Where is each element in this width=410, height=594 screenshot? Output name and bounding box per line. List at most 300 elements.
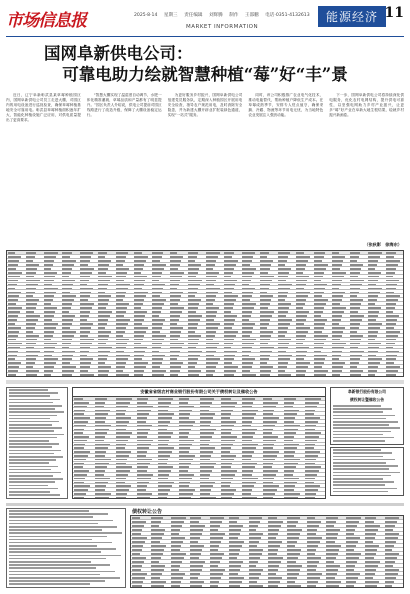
table-cell <box>386 272 395 274</box>
table-cell <box>242 398 255 400</box>
table-cell <box>98 307 106 309</box>
table-cell <box>305 489 318 491</box>
table-cell <box>350 343 360 345</box>
table-cell <box>221 417 230 419</box>
table-cell <box>98 323 107 325</box>
table-cell <box>221 463 232 465</box>
table-cell <box>152 315 159 317</box>
table-cell <box>152 292 162 294</box>
table-cell <box>242 323 255 325</box>
table-cell <box>98 355 108 357</box>
table-cell <box>221 474 235 476</box>
text-line <box>333 481 394 483</box>
table-cell <box>152 272 162 274</box>
masthead <box>6 4 404 38</box>
table-cell <box>260 260 273 262</box>
table-cell <box>263 482 273 484</box>
table-cell <box>368 315 378 317</box>
table-cell <box>116 455 129 457</box>
table-cell <box>368 331 378 333</box>
table-cell <box>26 264 39 266</box>
table-cell <box>346 573 360 575</box>
article-column-4: 同时，该公司积极推广农业电气化技术，推动电能替代，帮助种植户降低生产成本。在草莓成熟季节，安排专人驻点值守，确保采摘、冷藏、物流等环节用电无忧，为当地特色农业发展注入强劲动能。 <box>248 93 324 117</box>
table-cell <box>116 489 129 491</box>
table-cell <box>26 256 35 258</box>
table-cell <box>210 581 220 583</box>
table-cell <box>132 557 146 559</box>
table-cell <box>74 444 85 446</box>
table-cell <box>278 295 287 297</box>
table-cell <box>134 272 141 274</box>
table-cell <box>44 260 54 262</box>
table-cell <box>284 440 293 442</box>
table-cell <box>158 429 167 431</box>
table-cell <box>200 470 212 472</box>
table-cell <box>80 295 90 297</box>
table-cell <box>224 307 233 309</box>
table-cell <box>95 474 104 476</box>
table-cell <box>287 557 297 559</box>
table-cell <box>44 292 56 294</box>
table-cell <box>80 307 92 309</box>
table-cell <box>284 447 297 449</box>
table-cell <box>62 343 71 345</box>
table-cell <box>116 413 125 415</box>
table-cell <box>268 565 279 567</box>
table-cell <box>134 252 142 254</box>
text-line <box>9 478 63 480</box>
table-cell <box>152 284 165 286</box>
table-cell <box>242 276 252 278</box>
table-cell <box>190 557 199 559</box>
text-line <box>9 567 96 569</box>
table-cell <box>242 436 253 438</box>
notice-right-text-2 <box>331 448 403 495</box>
table-cell <box>305 497 315 499</box>
table-cell <box>350 335 363 337</box>
table-cell <box>385 573 398 575</box>
headline-line2: 可靠电助力绘就智慧种植“莓”好“丰”景 <box>62 65 348 84</box>
table-cell <box>44 362 56 364</box>
article-column-2: “智慧大棚实现了温湿度自动调节，水肥一体化精准灌溉，草莓品质和产量都有了明显提升。”园区负责人介绍说，供电公司提前对园区线路进行了改造升级，保障了大棚设备稳定运行。 <box>86 93 162 117</box>
text-line <box>9 456 63 458</box>
table-cell <box>296 351 307 353</box>
text-line <box>9 542 112 544</box>
table-cell <box>62 355 73 357</box>
table-cell <box>95 489 105 491</box>
table-cell <box>137 429 150 431</box>
table-cell <box>158 459 168 461</box>
table-cell <box>44 331 54 333</box>
table-cell <box>210 521 222 523</box>
table-cell <box>116 447 125 449</box>
table-cell <box>151 553 162 555</box>
table-cell <box>278 339 291 341</box>
table-cell <box>242 327 253 329</box>
table-cell <box>200 455 211 457</box>
table-cell <box>332 362 345 364</box>
table-cell <box>116 493 127 495</box>
table-cell <box>80 272 92 274</box>
text-line <box>9 459 56 461</box>
table-cell <box>284 436 294 438</box>
table-cell <box>386 256 394 258</box>
table-cell <box>224 331 238 333</box>
text-line <box>333 408 392 410</box>
table-cell <box>249 525 259 527</box>
table-cell <box>188 307 198 309</box>
text-line <box>9 434 64 436</box>
table-cell <box>188 311 196 313</box>
table-cell <box>307 537 322 539</box>
table-cell <box>260 280 272 282</box>
table-cell <box>260 303 270 305</box>
table-cell <box>386 323 396 325</box>
table-cell <box>365 585 377 587</box>
table-cell <box>278 335 285 337</box>
table-cell <box>260 299 271 301</box>
table-cell <box>62 268 72 270</box>
table-cell <box>151 561 159 563</box>
table-cell <box>26 272 36 274</box>
table-cell <box>80 343 92 345</box>
table-cell <box>8 295 19 297</box>
table-cell <box>305 493 316 495</box>
table-cell <box>152 280 159 282</box>
table-cell <box>137 466 148 468</box>
table-cell <box>188 272 198 274</box>
text-line <box>9 532 122 534</box>
table-cell <box>95 410 110 412</box>
table-cell <box>368 339 375 341</box>
table-cell <box>170 260 181 262</box>
headline-line1: 国网阜新供电公司： <box>44 44 193 63</box>
table-cell <box>242 315 251 317</box>
table-cell <box>314 256 324 258</box>
table-cell <box>190 585 202 587</box>
table-cell <box>385 533 400 535</box>
table-cell <box>210 529 219 531</box>
table-cell <box>95 402 105 404</box>
design-label: 制作 <box>229 13 239 18</box>
table-cell <box>242 440 252 442</box>
table-cell <box>242 493 251 495</box>
table-cell <box>332 252 339 254</box>
table-cell <box>221 497 232 499</box>
text-line <box>9 443 59 445</box>
table-cell <box>326 569 338 571</box>
table-cell <box>249 585 264 587</box>
table-cell <box>200 436 212 438</box>
table-cell <box>242 358 255 360</box>
table-cell <box>170 343 184 345</box>
table-cell <box>132 549 142 551</box>
table-cell <box>188 303 199 305</box>
table-cell <box>200 444 209 446</box>
table-cell <box>151 557 161 559</box>
table-cell <box>74 459 86 461</box>
table-cell <box>44 339 51 341</box>
table-cell <box>80 339 94 341</box>
table-cell <box>260 323 269 325</box>
section-divider <box>6 380 404 384</box>
text-line <box>333 434 383 436</box>
table-cell <box>242 303 256 305</box>
table-cell <box>224 276 231 278</box>
table-cell <box>26 343 36 345</box>
table-cell <box>116 425 127 427</box>
table-cell <box>326 577 335 579</box>
table-cell <box>385 529 394 531</box>
table-cell <box>242 447 256 449</box>
text-line <box>9 392 58 394</box>
table-cell <box>137 421 146 423</box>
table-cell <box>116 478 126 480</box>
table-cell <box>44 366 54 368</box>
table-cell <box>268 581 280 583</box>
table-cell <box>44 256 56 258</box>
table-cell <box>151 529 165 531</box>
table-cell <box>263 447 273 449</box>
table-cell <box>224 315 237 317</box>
table-cell <box>284 474 293 476</box>
table-cell <box>305 455 318 457</box>
table-cell <box>314 276 323 278</box>
table-cell <box>98 295 111 297</box>
table-cell <box>305 413 314 415</box>
table-cell <box>62 339 72 341</box>
table-row <box>73 496 325 499</box>
table-cell <box>268 533 278 535</box>
table-cell <box>242 429 257 431</box>
table-cell <box>221 451 230 453</box>
table-cell <box>95 440 104 442</box>
notice-middle <box>72 387 326 499</box>
table-cell <box>134 303 143 305</box>
table-cell <box>260 351 272 353</box>
table-cell <box>260 319 270 321</box>
table-cell <box>296 292 310 294</box>
table-cell <box>116 497 126 499</box>
table-cell <box>326 561 334 563</box>
table-cell <box>385 537 398 539</box>
table-cell <box>307 549 317 551</box>
table-cell <box>62 295 76 297</box>
table-cell <box>278 343 289 345</box>
table-cell <box>116 417 131 419</box>
table-cell <box>132 581 143 583</box>
table-cell <box>188 331 195 333</box>
table-cell <box>8 315 18 317</box>
table-cell <box>296 276 309 278</box>
table-cell <box>386 252 396 254</box>
table-cell <box>224 319 235 321</box>
table-cell <box>171 553 186 555</box>
table-cell <box>305 421 318 423</box>
table-cell <box>98 319 108 321</box>
table-cell <box>170 351 180 353</box>
table-cell <box>26 307 36 309</box>
table-cell <box>132 577 145 579</box>
table-cell <box>368 335 377 337</box>
table-cell <box>314 268 326 270</box>
table-cell <box>242 478 258 480</box>
table-cell <box>332 311 344 313</box>
table-cell <box>26 260 33 262</box>
table-cell <box>152 288 163 290</box>
table-cell <box>206 264 215 266</box>
table-cell <box>62 315 75 317</box>
table-cell <box>158 482 174 484</box>
table-cell <box>368 343 381 345</box>
table-cell <box>200 410 209 412</box>
table-cell <box>332 343 346 345</box>
table-cell <box>365 521 374 523</box>
table-cell <box>188 343 198 345</box>
text-line <box>9 564 110 566</box>
table-cell <box>278 303 291 305</box>
table-cell <box>242 256 253 258</box>
text-line <box>9 545 97 547</box>
table-cell <box>116 485 131 487</box>
table-cell <box>8 252 15 254</box>
table-cell <box>385 553 399 555</box>
table-cell <box>152 366 160 368</box>
table-cell <box>268 541 282 543</box>
table-cell <box>314 264 328 266</box>
table-cell <box>278 347 288 349</box>
table-cell <box>116 374 129 376</box>
table-cell <box>116 268 129 270</box>
table-cell <box>263 493 275 495</box>
table-cell <box>44 370 53 372</box>
table-cell <box>158 417 172 419</box>
table-cell <box>116 466 132 468</box>
page-number: 11 <box>384 5 404 21</box>
table-cell <box>242 432 255 434</box>
table-cell <box>80 292 91 294</box>
table-cell <box>200 459 210 461</box>
table-cell <box>346 553 361 555</box>
table-cell <box>179 482 190 484</box>
table-cell <box>80 256 91 258</box>
table-cell <box>116 260 125 262</box>
table-cell <box>151 565 165 567</box>
table-cell <box>206 292 218 294</box>
table-cell <box>116 398 132 400</box>
table-cell <box>268 569 278 571</box>
text-line <box>333 468 389 470</box>
table-cell <box>26 280 40 282</box>
table-cell <box>200 497 216 499</box>
table-cell <box>296 331 308 333</box>
table-cell <box>346 557 359 559</box>
table-cell <box>158 451 172 453</box>
table-cell <box>74 451 90 453</box>
table-cell <box>134 268 143 270</box>
table-cell <box>284 489 294 491</box>
text-line <box>333 437 394 439</box>
table-cell <box>152 351 159 353</box>
table-cell <box>152 323 163 325</box>
table-cell <box>346 525 357 527</box>
table-cell <box>200 474 210 476</box>
table-cell <box>221 455 236 457</box>
table-cell <box>229 521 237 523</box>
table-cell <box>221 421 236 423</box>
table-cell <box>305 398 321 400</box>
table-cell <box>249 581 258 583</box>
table-cell <box>8 335 18 337</box>
table-cell <box>137 447 149 449</box>
table-cell <box>350 351 364 353</box>
table-cell <box>171 577 183 579</box>
table-cell <box>206 366 216 368</box>
table-cell <box>80 362 91 364</box>
table-cell <box>170 299 180 301</box>
table-cell <box>132 569 141 571</box>
table-cell <box>98 358 107 360</box>
table-cell <box>116 252 128 254</box>
table-cell <box>368 347 379 349</box>
table-cell <box>284 429 298 431</box>
table-cell <box>332 339 340 341</box>
text-line <box>333 456 383 458</box>
table-cell <box>151 545 166 547</box>
table-cell <box>44 276 55 278</box>
table-cell <box>26 366 33 368</box>
table-cell <box>242 268 256 270</box>
table-cell <box>151 537 161 539</box>
table-cell <box>307 553 315 555</box>
table-cell <box>296 295 308 297</box>
table-cell <box>249 521 260 523</box>
table-cell <box>170 284 179 286</box>
table-cell <box>221 436 237 438</box>
table-cell <box>332 374 340 376</box>
table-cell <box>134 276 147 278</box>
table-cell <box>284 485 295 487</box>
table-cell <box>263 474 276 476</box>
table-cell <box>158 455 170 457</box>
table-cell <box>260 331 273 333</box>
table-cell <box>350 256 359 258</box>
table-cell <box>190 549 202 551</box>
table-cell <box>242 455 252 457</box>
table-cell <box>229 533 239 535</box>
table-cell <box>296 343 303 345</box>
table-cell <box>346 537 360 539</box>
table-cell <box>249 557 260 559</box>
table-cell <box>224 370 236 372</box>
table-cell <box>260 335 271 337</box>
table-cell <box>116 327 126 329</box>
table-cell <box>116 335 123 337</box>
table-cell <box>152 276 161 278</box>
table-cell <box>224 303 234 305</box>
table-cell <box>170 358 177 360</box>
table-cell <box>137 463 150 465</box>
table-cell <box>350 339 361 341</box>
table-cell <box>151 573 161 575</box>
table-cell <box>95 417 106 419</box>
table-cell <box>98 327 105 329</box>
table-cell <box>263 451 279 453</box>
table-cell <box>307 585 317 587</box>
table-cell <box>80 327 91 329</box>
table-cell <box>188 323 198 325</box>
table-cell <box>62 280 75 282</box>
